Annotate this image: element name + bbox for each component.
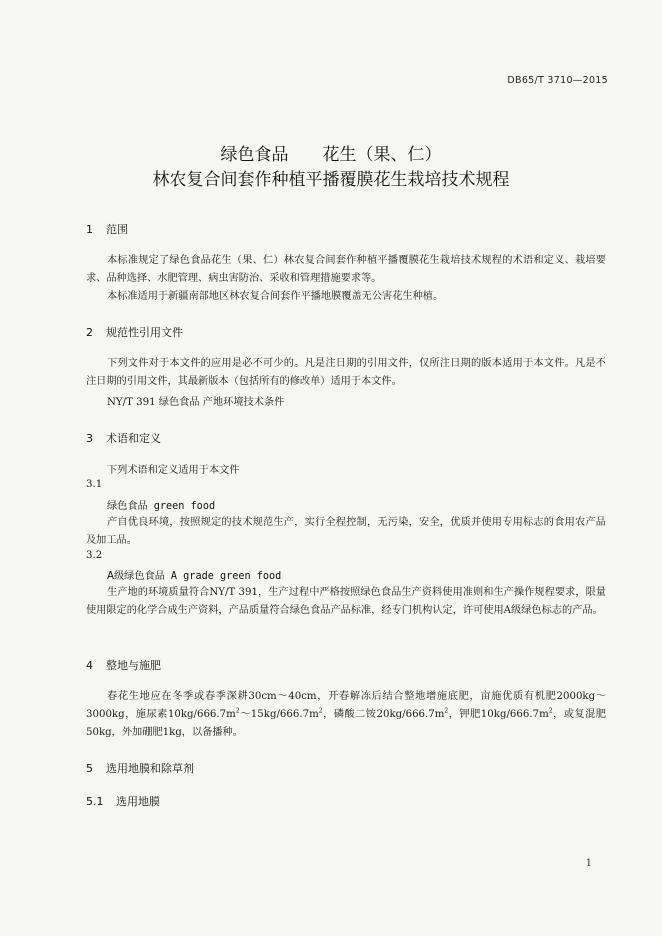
- section-1-paragraph-1: 本标准规定了绿色食品花生（果、仁）林农复合间套作种植平播覆膜花生栽培技术规程的术语和定义、栽培要求、品种选择、水肥管理、病虫害防治、采收和管理措施要求等。: [86, 255, 606, 284]
- superscript: 2: [548, 707, 553, 715]
- superscript: 2: [318, 707, 323, 715]
- text-run: ，钾肥10kg/666.7m: [448, 709, 549, 720]
- normative-reference: NY/T 391 绿色食品 产地环境技术条件: [107, 397, 285, 408]
- text-run: ，磷酸二铵20kg/666.7m: [322, 709, 445, 720]
- section-title: 选用地膜和除草剂: [106, 762, 194, 775]
- document-title-line2: 林农复合间套作种植平播覆膜花生栽培技术规程: [152, 170, 510, 190]
- section-number: 2: [86, 326, 93, 339]
- text-run: 春花生地应在冬季或春季深耕30cm～40cm，开春解冻后结合整地增施底肥，亩施优质有机肥2000kg～3000kg，施尿素10kg/666.7m: [86, 691, 606, 720]
- section-2-heading: [86, 324, 183, 340]
- text-run: ，或复混肥50kg，外加硼肥1kg，以备播种。: [86, 709, 606, 738]
- section-number: 5.1: [86, 795, 104, 808]
- term-chinese: A级绿色食品: [107, 571, 165, 582]
- term-3-1-definition: 产自优良环境，按照规定的技术规范生产，实行全程控制，无污染，安全，优质并使用专用标志的食用农产品及加工品。: [86, 517, 606, 546]
- term-3-1-number: 3.1: [86, 479, 103, 490]
- section-1-heading: [86, 221, 128, 237]
- superscript: 2: [444, 707, 449, 715]
- term-3-2-definition: 生产地的环境质量符合NY/T 391，生产过程中严格按照绿色食品生产资料使用准则和生产操作规程要求，限量使用限定的化学合成生产资料，产品质量符合绿色食品产品标准，经专门机构认定，许可使用A级绿色标志的产品。: [86, 587, 606, 616]
- section-number: 1: [86, 223, 93, 236]
- section-number: 4: [86, 659, 93, 672]
- term-3-2: [107, 567, 281, 582]
- term-3-2-number: 3.2: [86, 550, 103, 561]
- section-4-paragraph: [86, 688, 606, 742]
- section-number: 3: [86, 432, 93, 445]
- section-5-heading: [86, 760, 194, 776]
- text-run: ～15kg/666.7m: [239, 709, 319, 720]
- section-title: 术语和定义: [106, 432, 161, 445]
- section-4-heading: [86, 657, 161, 673]
- section-1-paragraph-2: 本标准适用于新疆南部地区林农复合间套作平播地膜覆盖无公害花生种植。: [107, 291, 444, 302]
- term-english: A grade green food: [170, 571, 282, 582]
- section-3-heading: [86, 430, 161, 446]
- superscript: 2: [235, 707, 240, 715]
- section-2-paragraph-1: 下列文件对于本文件的应用是必不可少的。凡是注日期的引用文件，仅所注日期的版本适用于本文件。凡是不注日期的引用文件，其最新版本（包括所有的修改单）适用于本文件。: [86, 358, 606, 387]
- term-chinese: 绿色食品: [107, 501, 148, 512]
- term-3-1: [107, 497, 215, 512]
- document-title-line1: 绿色食品 花生（果、仁）: [220, 145, 442, 165]
- section-5-1-heading: [86, 793, 160, 809]
- section-number: 5: [86, 762, 93, 775]
- section-title: 规范性引用文件: [106, 326, 183, 339]
- page-number: 1: [585, 858, 592, 869]
- section-title: 范围: [106, 223, 128, 236]
- section-title: 整地与施肥: [106, 659, 161, 672]
- section-title: 选用地膜: [116, 795, 160, 808]
- section-3-intro: 下列术语和定义适用于本文件: [107, 465, 240, 476]
- standard-code: DB65/T 3710—2015: [507, 75, 608, 86]
- term-english: green food: [153, 501, 216, 512]
